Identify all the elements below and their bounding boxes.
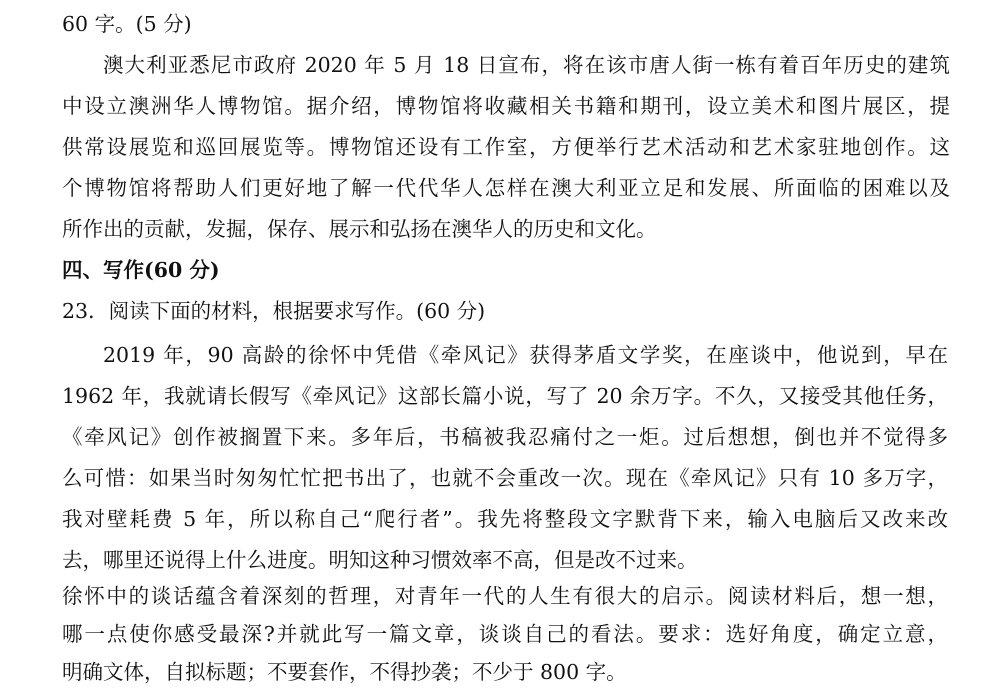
text-line-16: 哪一点使你感受最深?并就此写一篇文章，谈谈自己的看法。要求：选好角度，确定立意， [62, 622, 948, 646]
text-line-17: 明确文体，自拟标题；不要套作，不得抄袭；不少于 800 字。 [62, 660, 627, 684]
text-line-3: 中设立澳洲华人博物馆。据介绍，博物馆将收藏相关书籍和期刊，设立美术和图片展区，提 [62, 94, 950, 118]
text-line-4: 供常设展览和巡回展览等。博物馆还设有工作室，方便举行艺术活动和艺术家驻地创作。这 [62, 135, 950, 159]
text-line-11: 《牵风记》创作被搁置下来。多年后，书稿被我忍痛付之一炬。过后想想，倒也并不觉得多 [62, 425, 948, 449]
text-line-10: 1962 年，我就请长假写《牵风记》这部长篇小说，写了 20 余万字。不久，又接受其他任务， [62, 384, 948, 408]
section-heading: 四、写作(60 分) [62, 258, 220, 282]
text-line-1: 60 字。(5 分) [62, 12, 192, 36]
question-heading: 23．阅读下面的材料，根据要求写作。(60 分) [62, 299, 486, 323]
text-line-6: 所作出的贡献，发掘，保存、展示和弘扬在澳华人的历史和文化。 [62, 217, 657, 241]
text-line-5: 个博物馆将帮助人们更好地了解一代代华人怎样在澳大利亚立足和发展、所面临的困难以及 [62, 176, 950, 200]
text-line-12: 么可惜：如果当时匆匆忙忙把书出了，也就不会重改一次。现在《牵风记》只有 10 多万字， [62, 466, 948, 490]
text-line-13: 我对壁耗费 5 年，所以称自己“爬行者”。我先将整段文字默背下来，输入电脑后又改来改 [62, 507, 948, 531]
text-line-15: 徐怀中的谈话蕴含着深刻的哲理，对青年一代的人生有很大的启示。阅读材料后，想一想， [62, 584, 948, 608]
text-line-2: 澳大利亚悉尼市政府 2020 年 5 月 18 日宣布，将在该市唐人街一栋有着百年历史的建筑 [103, 53, 950, 77]
text-line-9: 2019 年，90 高龄的徐怀中凭借《牵风记》获得茅盾文学奖，在座谈中，他说到，早在 [103, 343, 948, 367]
text-line-14: 去，哪里还说得上什么进度。明知这种习惯效率不高，但是改不过来。 [62, 548, 698, 572]
